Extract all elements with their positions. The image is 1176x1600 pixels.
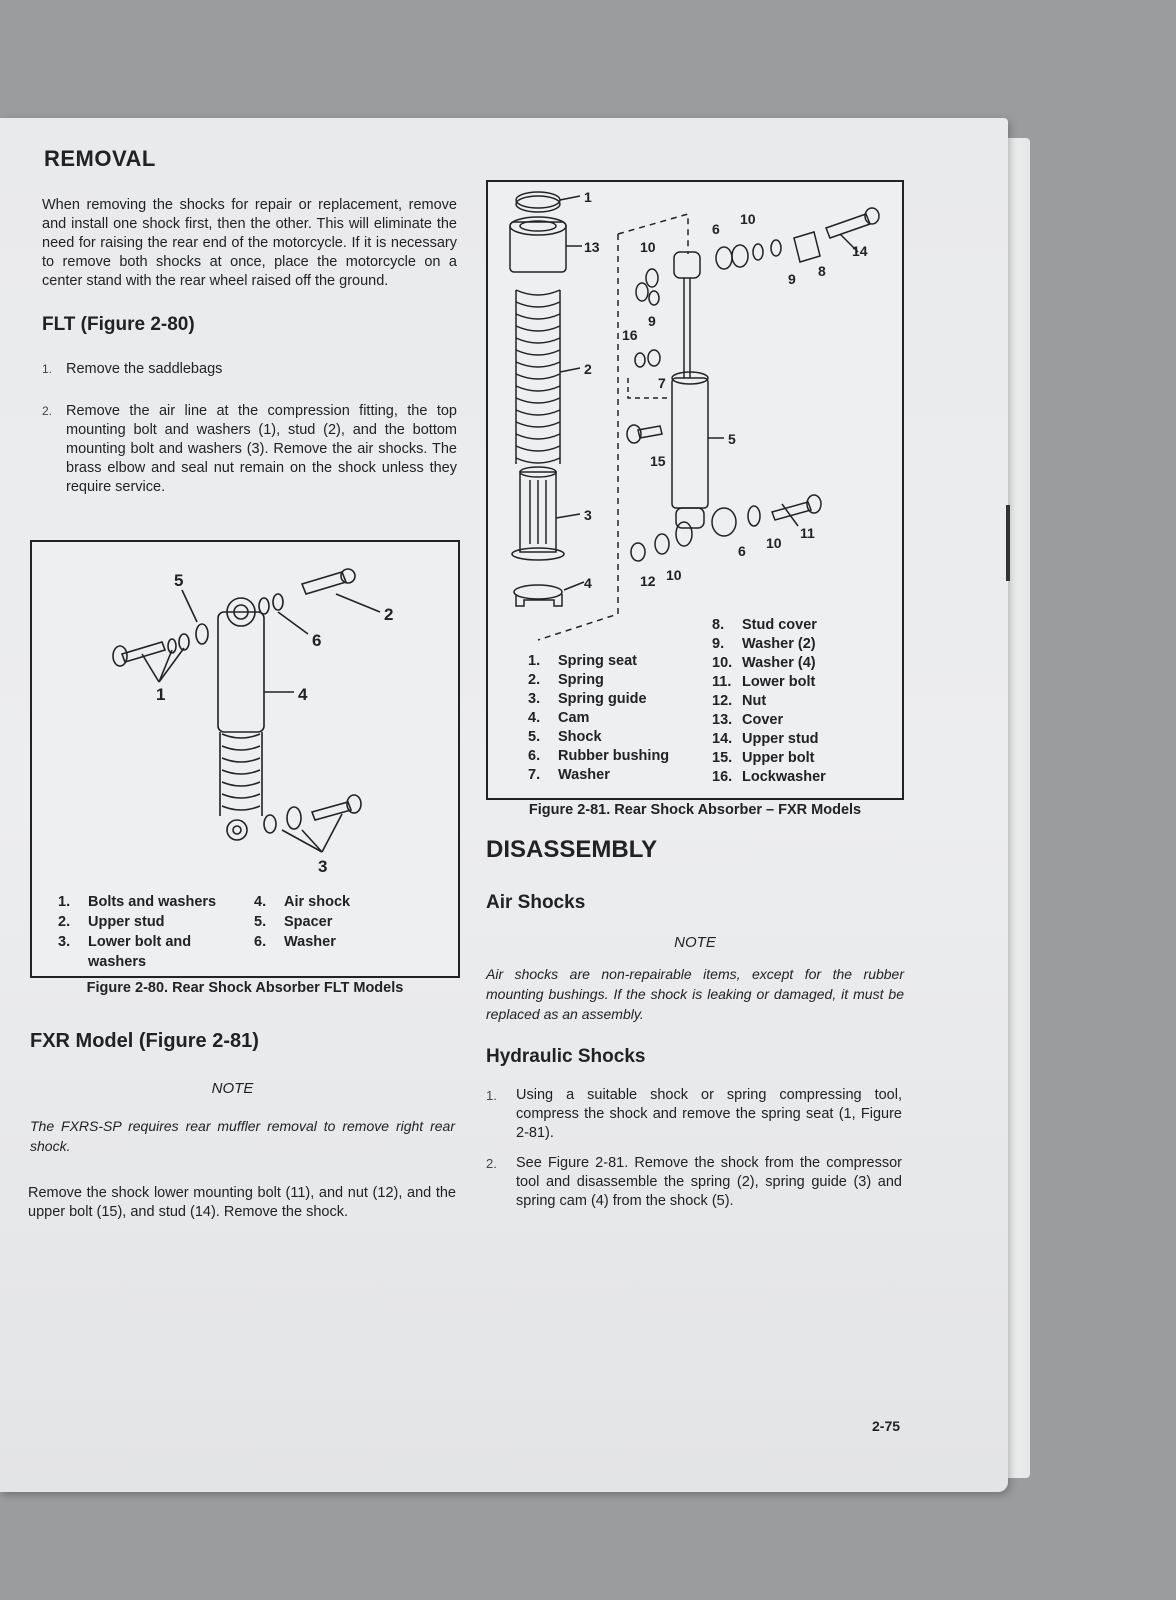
fig81-callout-9a: 9 (788, 271, 796, 287)
fig81-legend-8-num: 8. (712, 617, 725, 633)
section-tab-mark (1006, 505, 1010, 581)
fig81-legend-5-num: 5. (528, 729, 541, 745)
hydraulic-shocks-heading: Hydraulic Shocks (486, 1046, 646, 1067)
bellows-ridges (222, 734, 260, 810)
flt-step-2 (42, 402, 457, 497)
figure-2-81 (486, 180, 904, 800)
fig80-callout-5: 5 (174, 571, 184, 590)
fig81-callout-5: 5 (728, 431, 736, 447)
fig80-legend-5-num: 5. (254, 914, 267, 930)
flt-step-1-num: 1. (42, 362, 53, 376)
spring (516, 290, 560, 463)
fig81-legend-1-text: Spring seat (558, 653, 637, 669)
fxr-heading: FXR Model (Figure 2-81) (30, 1030, 259, 1052)
figure-2-80 (30, 540, 460, 978)
hydraulic-step-2 (486, 1154, 902, 1211)
fig81-legend-2-num: 2. (528, 672, 541, 688)
fig80-callout-1: 1 (156, 685, 166, 704)
fxr-paragraph: Remove the shock lower mounting bolt (11), and nut (12), and the upper bolt (15), and stud (14). Remove the shock. (28, 1185, 456, 1220)
fig81-legend-11-num: 11. (712, 674, 732, 690)
fig81-callout-11: 11 (800, 525, 815, 541)
fig81-legend-1-num: 1. (528, 653, 541, 669)
fig81-legend-16-text: Lockwasher (742, 769, 826, 785)
fxr-note-label: NOTE (211, 1080, 254, 1097)
fig80-callout-6: 6 (312, 631, 322, 650)
fig81-callout-9b: 9 (648, 313, 656, 329)
figure-2-80-legend-left (58, 892, 248, 972)
fig81-legend-10-num: 10. (712, 655, 733, 671)
fig81-legend-10-text: Washer (4) (742, 655, 816, 671)
fig81-legend-2-text: Spring (558, 672, 604, 688)
fig81-callout-10a: 10 (640, 239, 656, 255)
cam (514, 585, 562, 599)
fig81-callout-14: 14 (852, 243, 868, 259)
fig80-callout-2: 2 (384, 605, 394, 624)
fig80-legend-3b-text: washers (88, 954, 147, 970)
figure-2-80-caption: Figure 2-80. Rear Shock Absorber FLT Models (86, 980, 404, 996)
fig81-legend-8-text: Stud cover (742, 617, 817, 633)
fig81-callout-10d: 10 (666, 567, 682, 583)
fig81-callout-12: 12 (640, 573, 656, 589)
fig81-legend-14-num: 14. (712, 731, 733, 747)
fig81-legend-6-num: 6. (528, 748, 541, 764)
fig80-legend-2-text: Upper stud (88, 914, 165, 930)
figure-2-81-legend-right (712, 616, 892, 787)
top-bolt (122, 642, 165, 662)
air-shocks-heading: Air Shocks (486, 892, 586, 913)
fig81-legend-9-num: 9. (712, 636, 725, 652)
lower-bolt (312, 802, 351, 820)
shock-body (672, 378, 708, 508)
fig80-legend-2-num: 2. (58, 914, 71, 930)
fig81-callout-8: 8 (818, 263, 826, 279)
fig80-legend-4-text: Air shock (284, 894, 351, 910)
upper-stud (826, 214, 870, 238)
fig80-legend-6-text: Washer (284, 934, 336, 950)
fig80-callout-3: 3 (318, 857, 328, 876)
fig81-callout-1: 1 (584, 189, 592, 205)
hydraulic-step-2-num: 2. (486, 1156, 497, 1171)
fig81-callout-13: 13 (584, 239, 600, 255)
fig81-legend-13-num: 13. (712, 712, 733, 728)
fig81-legend-3-num: 3. (528, 691, 541, 707)
fig81-legend-5-text: Shock (558, 729, 602, 745)
fig81-callout-4: 4 (584, 575, 592, 591)
fig81-legend-7-text: Washer (558, 767, 610, 783)
flt-step-2-text: Remove the air line at the compression fitting, the top mounting bolt and washers (1), stud (2), and the bottom mounting bolt and washers (3). Remove the air shocks. The brass elbow and seal nut remain on the shock unless they require service. (66, 403, 457, 495)
stud-cover (794, 232, 820, 262)
figure-2-81-legend-left (528, 652, 708, 785)
flt-step-1 (42, 360, 457, 379)
fig81-callout-2: 2 (584, 361, 592, 377)
fig81-legend-14-text: Upper stud (742, 731, 819, 747)
fig80-legend-4-num: 4. (254, 894, 267, 910)
flt-step-1-text: Remove the saddlebags (66, 361, 223, 377)
fig81-legend-15-text: Upper bolt (742, 750, 815, 766)
figure-2-80-legend-right (254, 892, 434, 952)
fig80-legend-5-text: Spacer (284, 914, 333, 930)
upper-bushing (674, 252, 700, 278)
hydraulic-step-1 (486, 1086, 902, 1143)
fig81-callout-10c: 10 (766, 535, 782, 551)
disassembly-heading: DISASSEMBLY (486, 836, 658, 863)
fig81-legend-4-text: Cam (558, 710, 590, 726)
manual-page (0, 118, 1008, 1492)
fig81-legend-4-num: 4. (528, 710, 541, 726)
lower-eye (227, 820, 247, 840)
upper-stud (302, 572, 346, 594)
fxr-note-text: The FXRS-SP requires rear muffler removal to remove right rear shock. (30, 1118, 455, 1154)
fig81-legend-3-text: Spring guide (558, 691, 647, 707)
air-shock-body (218, 612, 264, 732)
hydraulic-step-1-num: 1. (486, 1088, 497, 1103)
fig80-legend-1-num: 1. (58, 894, 71, 910)
air-shocks-note-text: Air shocks are non-repairable items, except for the rubber mounting bushings. If the shock is leaking or damaged, it must be replaced as an assembly. (486, 966, 904, 1022)
fig81-callout-7: 7 (658, 375, 666, 391)
fig81-callout-6b: 6 (738, 543, 746, 559)
air-shocks-note-label: NOTE (674, 934, 716, 951)
removal-paragraph: When removing the shocks for repair or replacement, remove and install one shock first, then the other. This will eliminate the need for raising the rear end of the motorcycle. If it is necessary to remove both shocks at once, place the motorcycle on a center stand with the rear wheel raised off the ground. (42, 197, 457, 289)
fig81-callout-16: 16 (622, 327, 638, 343)
fig80-legend-1-text: Bolts and washers (88, 894, 217, 910)
removal-heading: REMOVAL (44, 146, 156, 171)
figure-2-81-caption: Figure 2-81. Rear Shock Absorber – FXR Models (528, 802, 862, 818)
fig81-legend-11-text: Lower bolt (742, 674, 816, 690)
spring-seat (516, 192, 560, 208)
fig81-legend-12-num: 12. (712, 693, 733, 709)
flt-step-2-num: 2. (42, 404, 53, 418)
figure-2-80-drawing (32, 542, 458, 882)
hydraulic-step-1-text: Using a suitable shock or spring compressing tool, compress the shock and remove the spring seat (1, Figure 2-81). (516, 1087, 902, 1141)
fig81-callout-6a: 6 (712, 221, 720, 237)
fig81-legend-6-text: Rubber bushing (558, 748, 670, 764)
fig80-callout-4: 4 (298, 685, 308, 704)
fig80-legend-6-num: 6. (254, 934, 267, 950)
fig80-legend-3-text: Lower bolt and (88, 934, 192, 950)
hydraulic-step-2-text: See Figure 2-81. Remove the shock from the compressor tool and disassemble the spring (2), spring guide (3) and spring cam (4) from the shock (5). (516, 1155, 902, 1209)
fig81-legend-7-num: 7. (528, 767, 541, 783)
fig81-callout-15: 15 (650, 453, 666, 469)
page-number: 2-75 (872, 1418, 901, 1434)
cover (510, 222, 566, 272)
fig81-callout-10b: 10 (740, 211, 756, 227)
fig80-legend-3-num: 3. (58, 934, 71, 950)
fig81-legend-16-num: 16. (712, 769, 733, 785)
figure-2-81-drawing (488, 182, 902, 642)
fig81-callout-3: 3 (584, 507, 592, 523)
fig81-legend-15-num: 15. (712, 750, 733, 766)
fig81-legend-9-text: Washer (2) (742, 636, 816, 652)
fig81-legend-13-text: Cover (742, 712, 784, 728)
fig81-legend-12-text: Nut (742, 693, 767, 709)
flt-heading: FLT (Figure 2-80) (42, 314, 195, 335)
